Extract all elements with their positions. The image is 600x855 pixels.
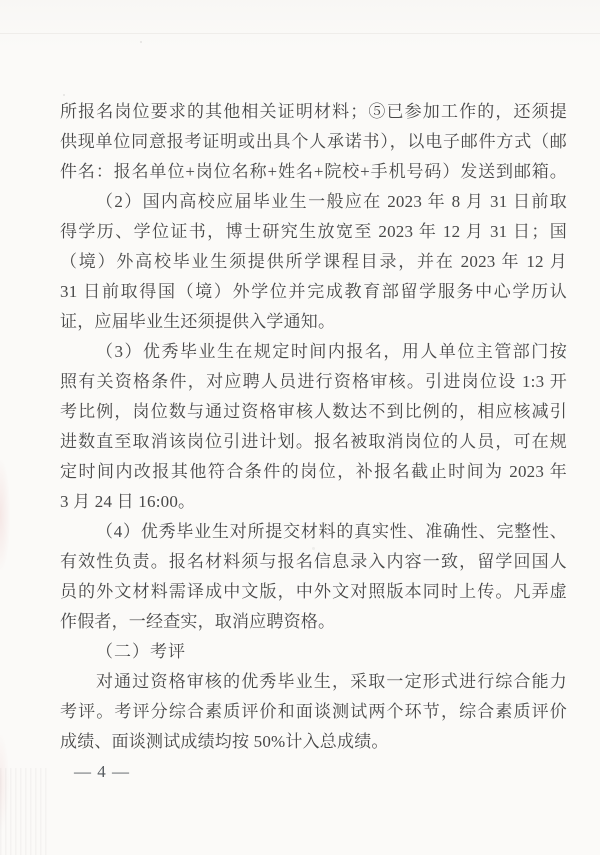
text-line: （3）优秀毕业生在规定时间内报名，用人单位主管部门按 xyxy=(96,342,567,361)
text-line: 31 日前取得国（境）外学位并完成教育部留学服务中心学历认 xyxy=(60,282,567,301)
text-line: （境）外高校毕业生须提供所学课程目录，并在 2023 年 12 月 xyxy=(60,252,567,271)
scan-artifact-smudge xyxy=(0,735,9,830)
text-line: 对通过资格审核的优秀毕业生，采取一定形式进行综合能力 xyxy=(96,672,567,691)
text-line: 定时间内改报其他符合条件的岗位，补报名截止时间为 2023 年 xyxy=(60,462,567,481)
scan-artifact-speck xyxy=(63,94,65,96)
text-line: 3 月 24 日 16:00。 xyxy=(60,492,196,511)
text-line: 员的外文材料需译成中文版，中外文对照版本同时上传。凡弄虚 xyxy=(60,582,567,601)
text-line: 有效性负责。报名材料须与报名信息录入内容一致，留学回国人 xyxy=(60,552,567,571)
section-heading: （二）考评 xyxy=(96,642,186,661)
page-number: — 4 — xyxy=(74,762,130,781)
scan-artifact-line xyxy=(0,33,600,34)
document-text-block xyxy=(60,97,567,787)
text-line: 证，应届毕业生还须提供入学通知。 xyxy=(60,312,336,331)
text-line: （2）国内高校应届毕业生一般应在 2023 年 8 月 31 日前取 xyxy=(96,192,567,211)
text-line: 供现单位同意报考证明或出具个人承诺书），以电子邮件方式（邮 xyxy=(60,132,567,151)
document-lines xyxy=(60,97,567,757)
text-line: 进数直至取消该岗位引进计划。报名被取消岗位的人员，可在规 xyxy=(60,432,567,451)
scan-artifact-speck xyxy=(140,41,142,43)
text-line: 成绩、面谈测试成绩均按 50%计入总成绩。 xyxy=(60,732,389,751)
text-line: 考比例，岗位数与通过资格审核人数达不到比例的，相应核减引 xyxy=(60,402,567,421)
text-line: 所报名岗位要求的其他相关证明材料；⑤已参加工作的，还须提 xyxy=(60,102,567,121)
scan-artifact-smudge xyxy=(0,460,10,570)
text-line: 考评。考评分综合素质评价和面谈测试两个环节，综合素质评价 xyxy=(60,702,567,721)
text-line: 照有关资格条件，对应聘人员进行资格审核。引进岗位设 1:3 开 xyxy=(60,372,567,391)
text-line: 得学历、学位证书，博士研究生放宽至 2023 年 12 月 31 日；国 xyxy=(60,222,567,241)
text-line: 件名：报名单位+岗位名称+姓名+院校+手机号码）发送到邮箱。 xyxy=(60,162,567,181)
text-line: 作假者，一经查实，取消应聘资格。 xyxy=(60,612,336,631)
text-line: （4）优秀毕业生对所提交材料的真实性、准确性、完整性、 xyxy=(96,522,567,541)
